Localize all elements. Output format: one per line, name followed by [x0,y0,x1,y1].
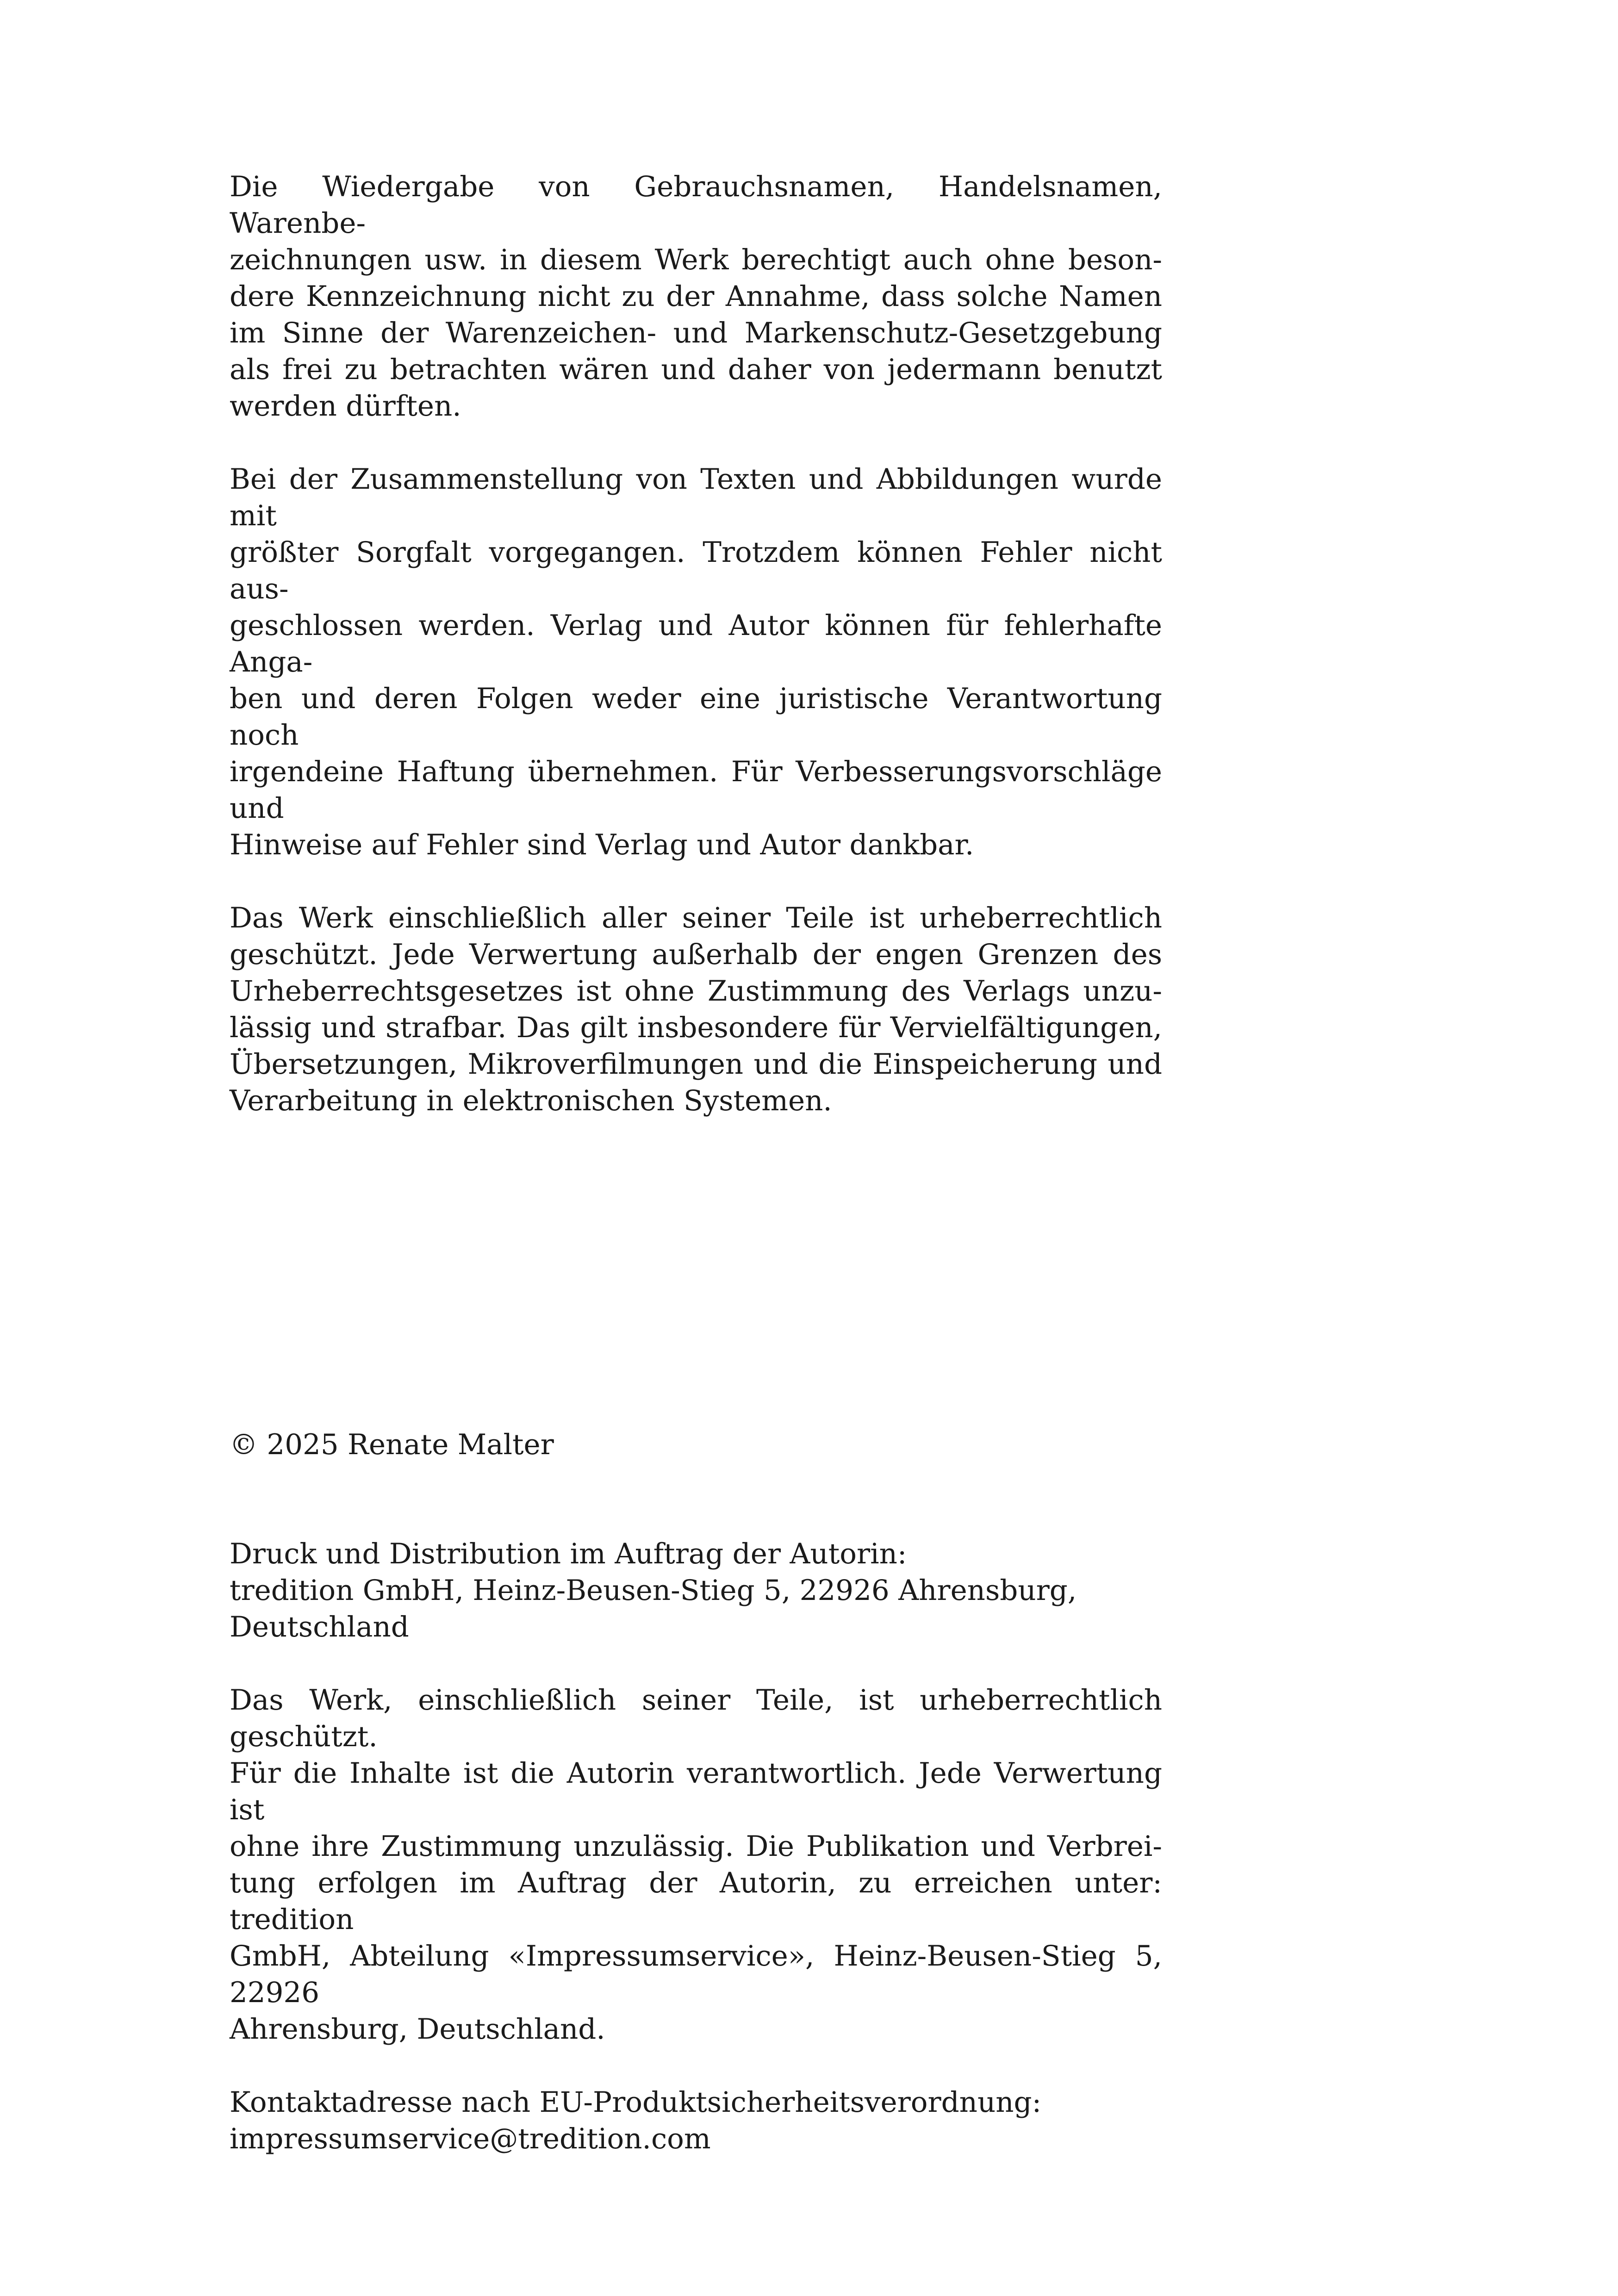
text-line: dere Kennzeichnung nicht zu der Annahme, dass solche Namen [230,280,1162,313]
trademark-notice [230,168,1162,424]
copyright-line [230,1426,1162,1463]
text-line: als frei zu betrachten wären und daher von jedermann benutzt [230,353,1162,386]
text-line: Übersetzungen, Mikroverfilmungen und die Einspeicherung und [230,1048,1162,1081]
text-line: Das Werk, einschließlich seiner Teile, ist urheberrechtlich geschützt. [230,1684,1162,1753]
text-line: ohne ihre Zustimmung unzulässig. Die Publikation und Verbrei- [230,1830,1162,1863]
text-line: Hinweise auf Fehler sind Verlag und Autor dankbar. [230,828,974,861]
liability-notice [230,461,1162,863]
text-line: ben und deren Folgen weder eine juristische Verantwortung noch [230,682,1162,752]
text-line: © 2025 Renate Malter [230,1428,554,1461]
contact-email: impressumservice@tredition.com [230,2122,711,2155]
text-line: Urheberrechtsgesetzes ist ohne Zustimmung des Verlags unzu- [230,975,1162,1008]
text-line: Druck und Distribution im Auftrag der Autorin: [230,1537,907,1570]
contact-info [230,2084,1162,2157]
text-line: größter Sorgfalt vorgegangen. Trotzdem können Fehler nicht aus- [230,536,1162,605]
text-line: Für die Inhalte ist die Autorin verantwortlich. Jede Verwertung ist [230,1757,1162,1826]
text-line: werden dürften. [230,390,461,423]
text-line: GmbH, Abteilung «Impressumservice», Heinz-Beusen-Stieg 5, 22926 [230,1940,1162,2009]
text-line: Bei der Zusammenstellung von Texten und Abbildungen wurde mit [230,463,1162,532]
text-line: Die Wiedergabe von Gebrauchsnamen, Handelsnamen, Warenbe- [230,170,1162,240]
copyright-protection-notice [230,900,1162,1119]
text-line: geschützt. Jede Verwertung außerhalb der engen Grenzen des [230,938,1162,971]
text-line: irgendeine Haftung übernehmen. Für Verbesserungsvorschläge und [230,755,1162,825]
responsibility-notice [230,1682,1162,2047]
imprint-section [230,1536,1162,2157]
text-line: tung erfolgen im Auftrag der Autorin, zu erreichen unter: tredition [230,1867,1162,1936]
text-line: Das Werk einschließlich aller seiner Teile ist urheberrechtlich [230,902,1162,934]
distribution-info [230,1536,1162,1645]
text-line: zeichnungen usw. in diesem Werk berechtigt auch ohne beson- [230,243,1162,276]
text-line: im Sinne der Warenzeichen- und Markenschutz-Gesetzgebung [230,317,1162,349]
text-line: Ahrensburg, Deutschland. [230,2013,605,2046]
text-line: Verarbeitung in elektronischen Systemen. [230,1084,832,1117]
legal-notices [230,168,1162,1119]
text-line: Kontaktadresse nach EU-Produktsicherheitsverordnung: [230,2086,1042,2119]
text-line: tredition GmbH, Heinz-Beusen-Stieg 5, 22926 Ahrensburg, [230,1574,1077,1607]
text-line: Deutschland [230,1611,409,1643]
text-line: geschlossen werden. Verlag und Autor können für fehlerhafte Anga- [230,609,1162,678]
text-line: lässig und strafbar. Das gilt insbesondere für Vervielfältigungen, [230,1011,1162,1044]
copyright-section [230,1426,1162,1463]
